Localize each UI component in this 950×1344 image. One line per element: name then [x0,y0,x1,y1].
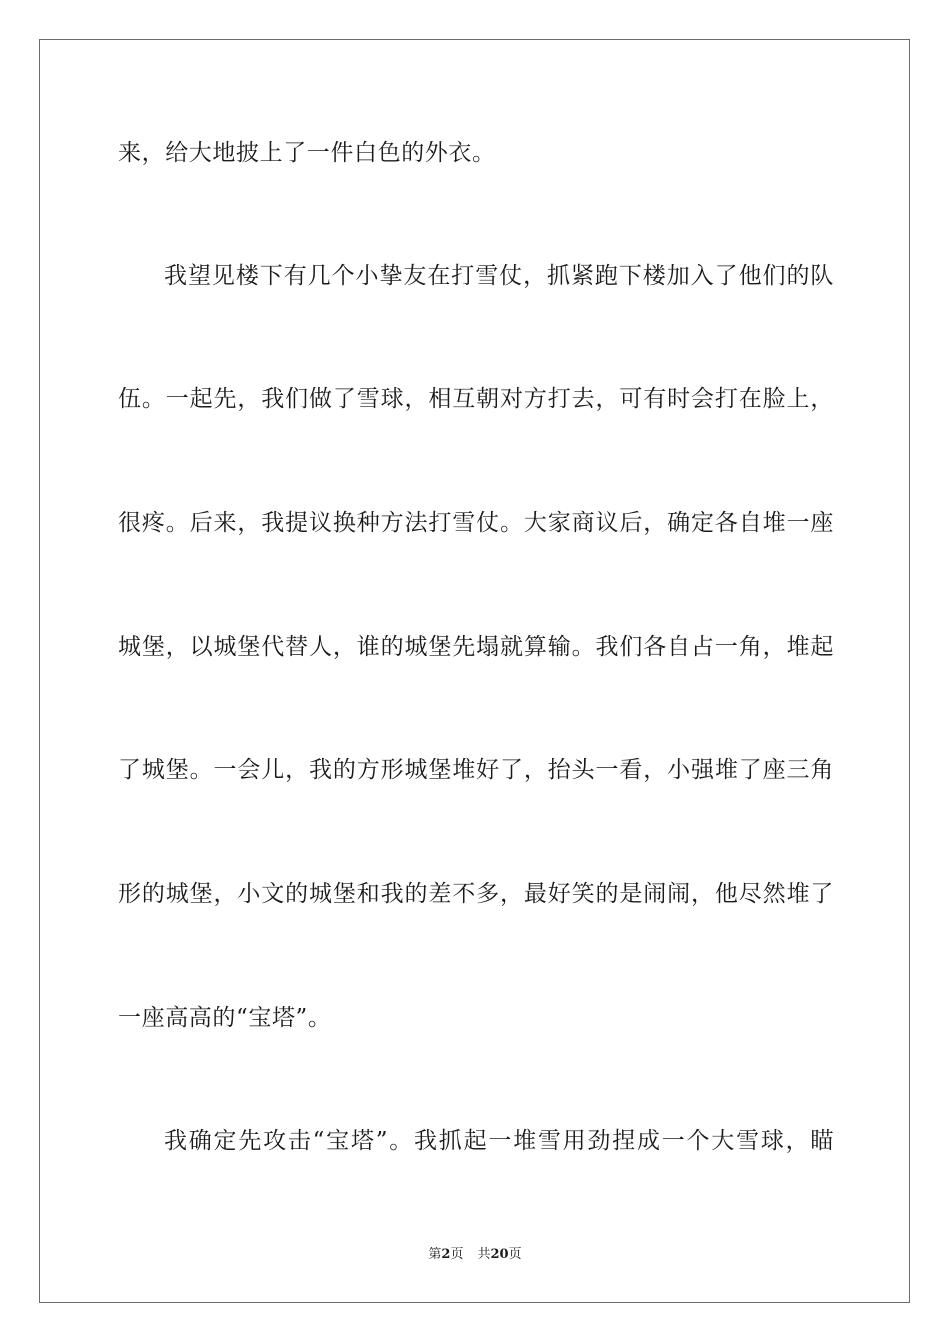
total-suffix: 页 [508,1247,522,1262]
page-number: 2 [441,1247,451,1262]
text-line-4: 很疼。后来，我提议换种方法打雪仗。大家商议后，确定各自堆一座 [118,510,834,536]
text-line-7: 形的城堡，小文的城堡和我的差不多，最好笑的是闹闹，他尽然堆了 [118,881,834,907]
total-prefix: 共 [477,1247,491,1262]
text-line-9: 我确定先攻击“宝塔”。我抓起一堆雪用劲捏成一个大雪球，瞄 [164,1128,834,1154]
total-pages: 20 [490,1247,509,1262]
text-line-8: 一座高高的“宝塔”。 [118,1005,332,1031]
page-footer [0,1246,950,1264]
text-line-2: 我望见楼下有几个小挚友在打雪仗，抓紧跑下楼加入了他们的队 [164,263,834,289]
page-border [39,39,910,1303]
text-line-5: 城堡，以城堡代替人，谁的城堡先塌就算输。我们各自占一角，堆起 [118,634,834,660]
page-prefix: 第 [428,1247,442,1262]
text-line-1: 来，给大地披上了一件白色的外衣。 [118,140,496,166]
text-line-3: 伍。一起先，我们做了雪球，相互朝对方打去，可有时会打在脸上， [118,386,834,412]
page-suffix: 页 [450,1247,464,1262]
text-line-6: 了城堡。一会儿，我的方形城堡堆好了，抬头一看，小强堆了座三角 [118,757,834,783]
